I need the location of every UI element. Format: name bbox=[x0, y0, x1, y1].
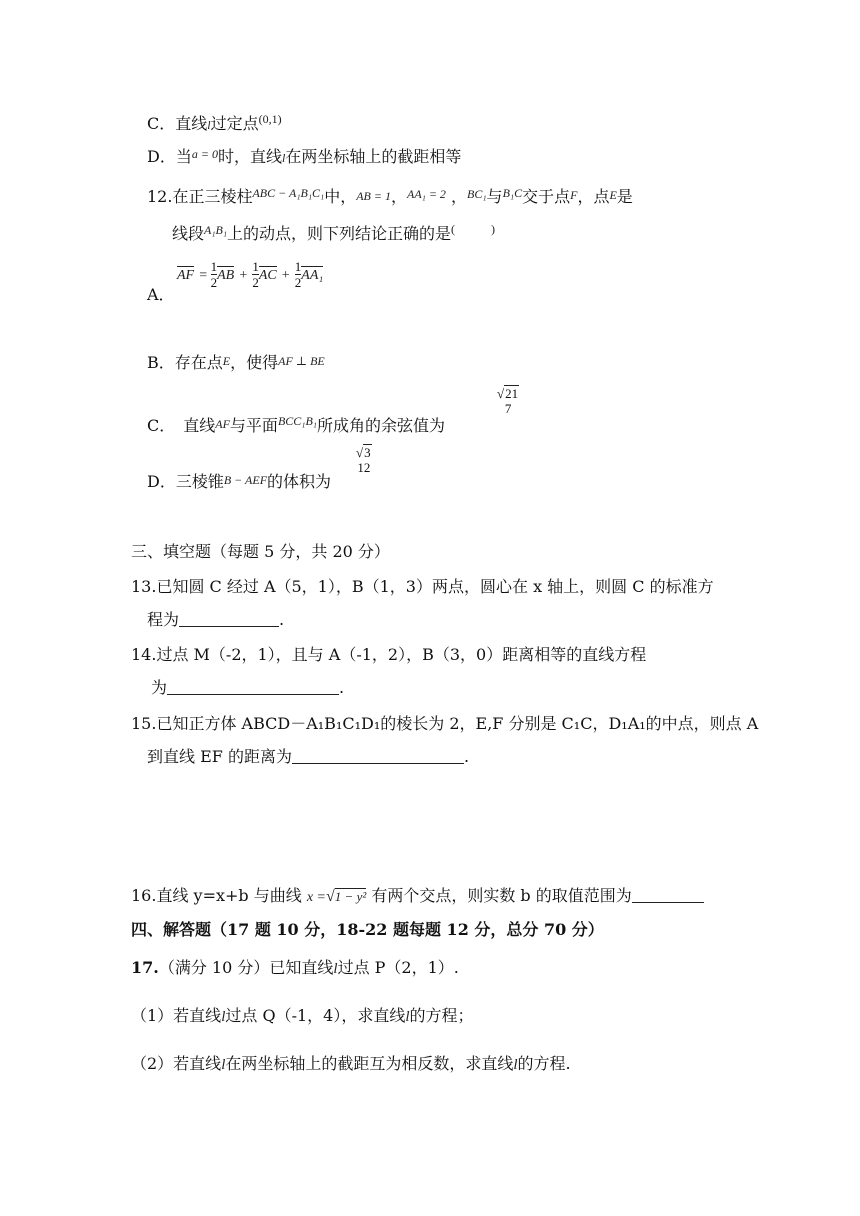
option-text: 过定点 bbox=[210, 114, 259, 133]
q12-option-a-formula: AF = $\frac{1}{2}$ AB + $\frac{1}{2}$ AC + $\frac{1}{2}$ AA₁ bbox=[177, 259, 324, 290]
stem-text: . bbox=[339, 678, 345, 697]
math-bc1: BC₁ bbox=[467, 187, 487, 201]
question-number: 17. bbox=[131, 958, 159, 977]
q14-line2 bbox=[151, 677, 344, 699]
option-text: B．存在点 bbox=[147, 353, 223, 372]
q12-option-d bbox=[147, 469, 331, 493]
math-relation: AF ⊥ BE bbox=[278, 354, 325, 368]
frac-sqrt3-12: √3 12 bbox=[356, 445, 371, 475]
stem-text: 过点 Q（-1，4），求直线 bbox=[225, 1006, 406, 1025]
stem-text: 线段 bbox=[172, 224, 205, 243]
q12-option-a-label bbox=[147, 284, 175, 306]
stem-text: （2）若直线 bbox=[131, 1054, 222, 1073]
answer-blank[interactable] bbox=[167, 678, 339, 695]
math-l: l bbox=[513, 1057, 518, 1073]
stem-text: 在两坐标轴上的截距互为相反数，求直线 bbox=[225, 1054, 514, 1073]
q17-part1 bbox=[131, 1005, 474, 1028]
frac-half: $\frac{1}{2}$ bbox=[294, 259, 302, 290]
section-3-title: 三、填空题（每题 5 分，共 20 分） bbox=[131, 542, 390, 561]
stem-text: （1）若直线 bbox=[131, 1006, 222, 1025]
q16-line: 16.直线 y=x+b 与曲线 x =√1 − y² 有两个交点，则实数 b 的取值范围为 bbox=[131, 885, 704, 909]
q14-line1: 14.过点 M（-2，1），且与 A（-1，2），B（3，0）距离相等的直线方程 bbox=[131, 645, 647, 664]
q17-part2 bbox=[131, 1053, 571, 1076]
q12-stem-line1: 12.在正三棱柱$^{ABC - A_1B_1C_1}$中，AB = 1，$^{AA_1 = 2}$ ，$^{BC_1}$与$^{B_1C}$交于点F，点E是 bbox=[147, 186, 633, 206]
option-text: 的体积为 bbox=[267, 472, 332, 491]
q13-line1: 13.已知圆 C 经过 A（5，1），B（1，3）两点，圆心在 x 轴上，则圆 C 的标准方 bbox=[131, 577, 714, 596]
math-aa1: AA₁ = 2 bbox=[407, 187, 446, 201]
q12-option-b bbox=[147, 350, 325, 374]
math-l: l bbox=[405, 1009, 410, 1025]
q12-stem-line2 bbox=[172, 218, 495, 245]
stem-text: 的方程； bbox=[409, 1006, 474, 1025]
stem-text: 为 bbox=[151, 678, 168, 697]
option-text: 时，直线 bbox=[217, 147, 282, 166]
q11-option-d bbox=[147, 143, 461, 169]
answer-blank[interactable] bbox=[292, 747, 464, 764]
option-text: D．当 bbox=[147, 147, 192, 166]
answer-blank[interactable] bbox=[179, 610, 279, 627]
q11-option-c bbox=[147, 108, 282, 136]
section-4-title: 四、解答题（17 题 10 分，18-22 题每题 12 分，总分 70 分） bbox=[131, 920, 604, 939]
stem-text: . bbox=[279, 610, 285, 629]
vec-ab: AB bbox=[217, 268, 235, 283]
math-l: l bbox=[207, 118, 211, 132]
stem-text: 有两个交点，则实数 b 的取值范围为 bbox=[371, 886, 632, 905]
q12-option-d-value bbox=[356, 445, 372, 475]
stem-text: 是 bbox=[616, 187, 633, 206]
math-l: l bbox=[221, 1009, 226, 1025]
option-text: 所成角的余弦值为 bbox=[316, 416, 445, 435]
vec-af: AF bbox=[177, 268, 195, 283]
stem-text: 在正三棱柱 bbox=[172, 187, 253, 206]
option-label: A． bbox=[147, 285, 175, 304]
q15-line2 bbox=[147, 746, 469, 768]
math-f: F bbox=[570, 188, 578, 202]
stem-text: 中， bbox=[324, 187, 357, 206]
math-radicand: 1 − y² bbox=[334, 889, 367, 904]
math-ab: AB = 1 bbox=[356, 189, 391, 203]
option-text: C．直线 bbox=[147, 114, 208, 133]
math-l: l bbox=[333, 961, 338, 977]
math-plane: BCC₁B₁ bbox=[277, 414, 317, 428]
frac-sqrt21-7: √21 7 bbox=[497, 386, 519, 416]
vec-ac: AC bbox=[258, 268, 277, 283]
q17-stem bbox=[131, 957, 459, 980]
stem-text: ， bbox=[390, 187, 407, 206]
stem-text: ，点 bbox=[577, 187, 610, 206]
q15-line1: 15.已知正方体 ABCD－A₁B₁C₁D₁的棱长为 2，E,F 分别是 C₁C，D₁A₁的中点，则点 A bbox=[131, 714, 759, 733]
math-point: (0,1) bbox=[258, 112, 282, 126]
stem-text: 上的动点，则下列结论正确的是 bbox=[227, 224, 452, 243]
stem-text: 到直线 EF 的距离为 bbox=[147, 747, 292, 766]
stem-text: 过点 P（2，1）. bbox=[337, 958, 459, 977]
math-l: l bbox=[281, 151, 286, 165]
math-condition: a = 0 bbox=[191, 147, 218, 161]
q12-option-c-value bbox=[497, 386, 519, 416]
stem-text: （满分 10 分）已知直线 bbox=[158, 958, 334, 977]
frac-half: $\frac{1}{2}$ bbox=[210, 259, 218, 290]
option-text: 在两坐标轴上的截距相等 bbox=[285, 147, 462, 166]
question-number: 12. bbox=[147, 187, 173, 206]
vec-aa1: AA₁ bbox=[301, 268, 324, 283]
math-b1c: B₁C bbox=[502, 186, 523, 200]
stem-text: 程为 bbox=[147, 610, 180, 629]
option-text: D．三棱锥 bbox=[147, 472, 224, 491]
stem-text: 与 bbox=[486, 187, 503, 206]
option-text: 与平面 bbox=[229, 416, 278, 435]
math-prism: ABC − A₁B₁C₁ bbox=[252, 186, 325, 200]
answer-paren: ( ) bbox=[451, 222, 496, 236]
math-tetrahedron: B − AEF bbox=[223, 473, 268, 487]
option-text: C． 直线 bbox=[147, 416, 216, 435]
math-e: E bbox=[609, 188, 617, 202]
math-af: AF bbox=[215, 417, 230, 431]
q12-option-c bbox=[147, 410, 445, 437]
stem-text: 16.直线 y=x+b 与曲线 bbox=[131, 886, 302, 905]
math-l: l bbox=[221, 1057, 226, 1073]
q13-line2 bbox=[147, 609, 284, 631]
answer-blank[interactable] bbox=[632, 886, 704, 903]
math-x: x = bbox=[306, 890, 327, 905]
stem-text: 的方程. bbox=[517, 1054, 571, 1073]
stem-text: 交于点 bbox=[522, 187, 571, 206]
frac-half: $\frac{1}{2}$ bbox=[252, 259, 259, 290]
math-e: E bbox=[222, 354, 231, 368]
option-text: ，使得 bbox=[230, 353, 279, 372]
stem-text: . bbox=[463, 747, 470, 766]
math-a1b1: A₁B₁ bbox=[204, 223, 228, 237]
